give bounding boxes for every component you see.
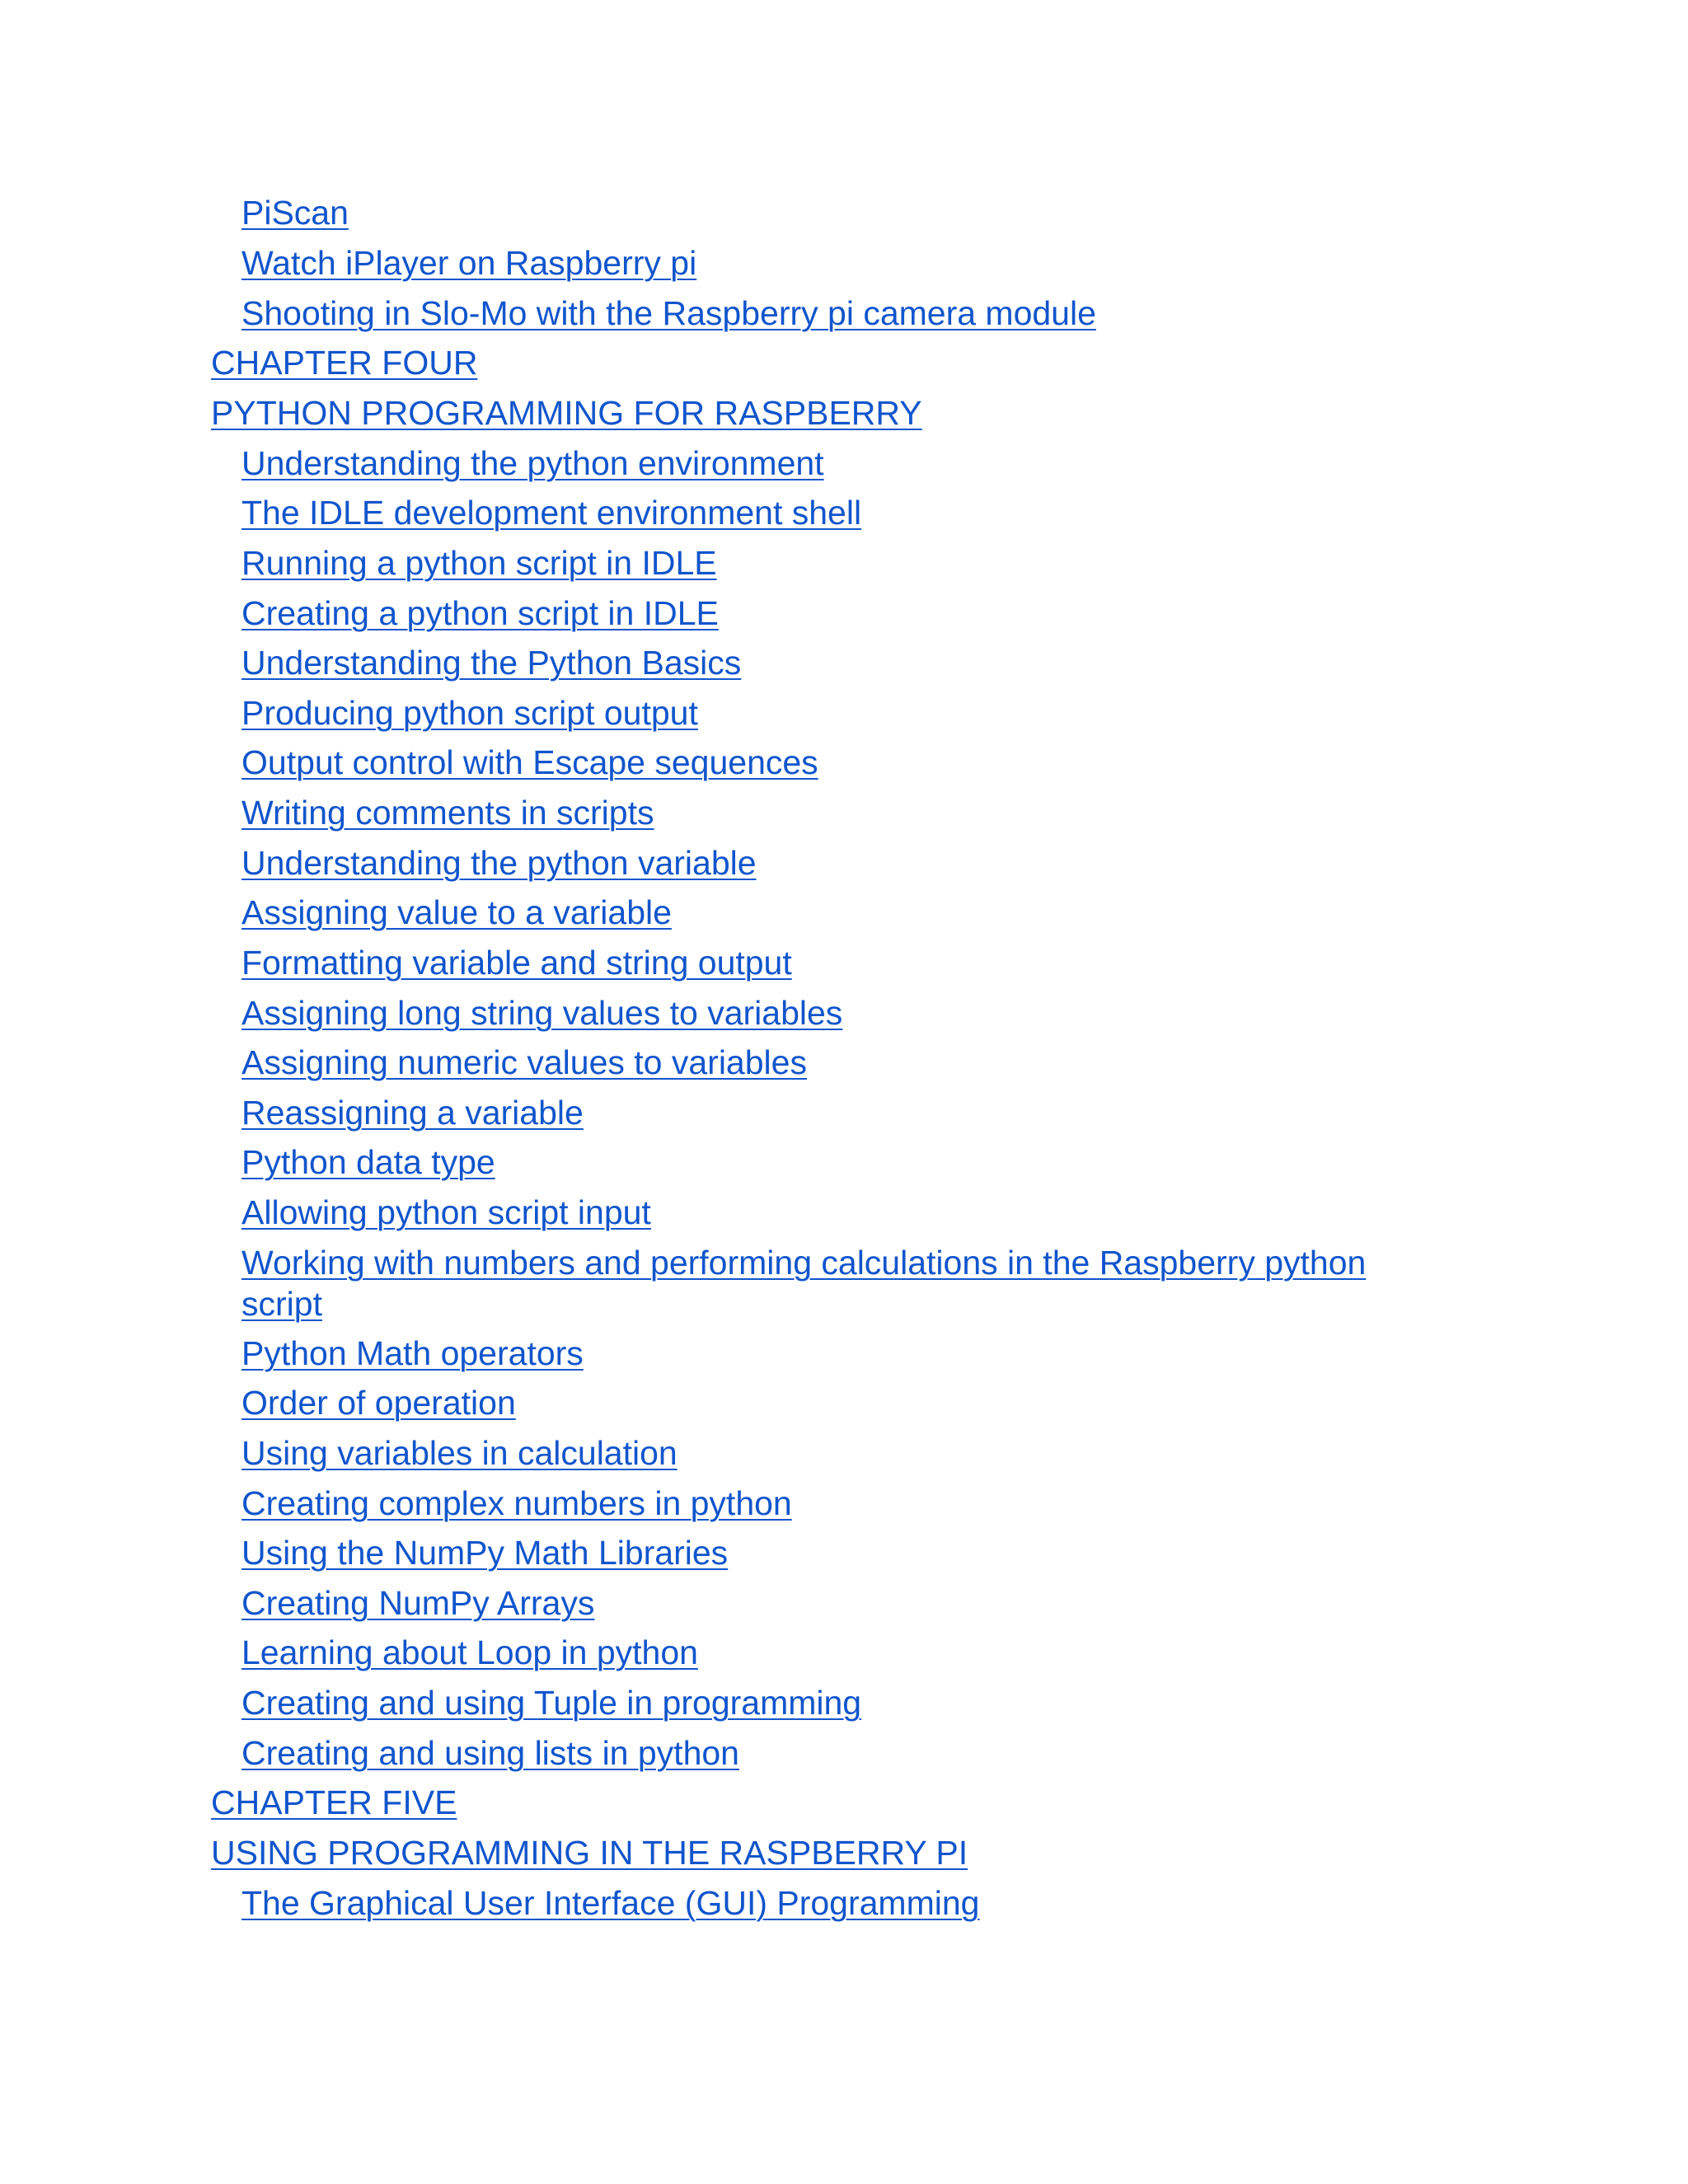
- toc-link-numbers-calculations[interactable]: Working with numbers and performing calculations in the Raspberry python script: [241, 1244, 1367, 1323]
- toc-link-script-input[interactable]: Allowing python script input: [241, 1193, 651, 1231]
- toc-link-numpy-arrays[interactable]: Creating NumPy Arrays: [241, 1584, 595, 1622]
- toc-link-python-basics[interactable]: Understanding the Python Basics: [241, 644, 742, 682]
- toc-link-tuple[interactable]: Creating and using Tuple in programming: [241, 1684, 862, 1722]
- toc-link-python-variable[interactable]: Understanding the python variable: [241, 844, 757, 882]
- toc-link-script-output[interactable]: Producing python script output: [241, 694, 698, 732]
- toc-link-using-programming[interactable]: USING PROGRAMMING IN THE RASPBERRY PI: [211, 1834, 968, 1872]
- toc-link-math-operators[interactable]: Python Math operators: [241, 1334, 584, 1372]
- toc-link-slo-mo[interactable]: Shooting in Slo-Mo with the Raspberry pi camera module: [241, 294, 1096, 332]
- toc-link-chapter-five[interactable]: CHAPTER FIVE: [211, 1783, 457, 1821]
- toc-link-data-type[interactable]: Python data type: [241, 1143, 495, 1181]
- toc-link-complex-numbers[interactable]: Creating complex numbers in python: [241, 1484, 792, 1522]
- toc-link-watch-iplayer[interactable]: Watch iPlayer on Raspberry pi: [241, 244, 697, 282]
- toc-link-escape-sequences[interactable]: Output control with Escape sequences: [241, 743, 818, 781]
- toc-link-long-string-values[interactable]: Assigning long string values to variables: [241, 994, 843, 1032]
- toc-link-python-environment[interactable]: Understanding the python environment: [241, 444, 824, 482]
- toc-link-formatting-output[interactable]: Formatting variable and string output: [241, 944, 792, 982]
- toc-link-order-of-operation[interactable]: Order of operation: [241, 1384, 516, 1422]
- toc-link-numpy-libraries[interactable]: Using the NumPy Math Libraries: [241, 1534, 729, 1572]
- toc-link-gui-programming[interactable]: The Graphical User Interface (GUI) Programming: [241, 1884, 980, 1922]
- toc-link-python-programming[interactable]: PYTHON PROGRAMMING FOR RASPBERRY: [211, 394, 922, 432]
- toc-link-variables-calculation[interactable]: Using variables in calculation: [241, 1434, 678, 1472]
- toc-link-idle-shell[interactable]: The IDLE development environment shell: [241, 494, 862, 532]
- toc-link-chapter-four[interactable]: CHAPTER FOUR: [211, 344, 478, 382]
- toc-link-loop[interactable]: Learning about Loop in python: [241, 1633, 698, 1671]
- toc-link-creating-script[interactable]: Creating a python script in IDLE: [241, 594, 719, 632]
- toc-link-lists[interactable]: Creating and using lists in python: [241, 1734, 739, 1772]
- toc-link-piscan[interactable]: PiScan: [241, 194, 349, 232]
- toc-link-reassigning-variable[interactable]: Reassigning a variable: [241, 1094, 584, 1132]
- toc-link-writing-comments[interactable]: Writing comments in scripts: [241, 794, 654, 832]
- toc-link-assigning-value[interactable]: Assigning value to a variable: [241, 893, 672, 931]
- toc-link-running-script[interactable]: Running a python script in IDLE: [241, 544, 717, 582]
- toc-link-numeric-values[interactable]: Assigning numeric values to variables: [241, 1043, 807, 1081]
